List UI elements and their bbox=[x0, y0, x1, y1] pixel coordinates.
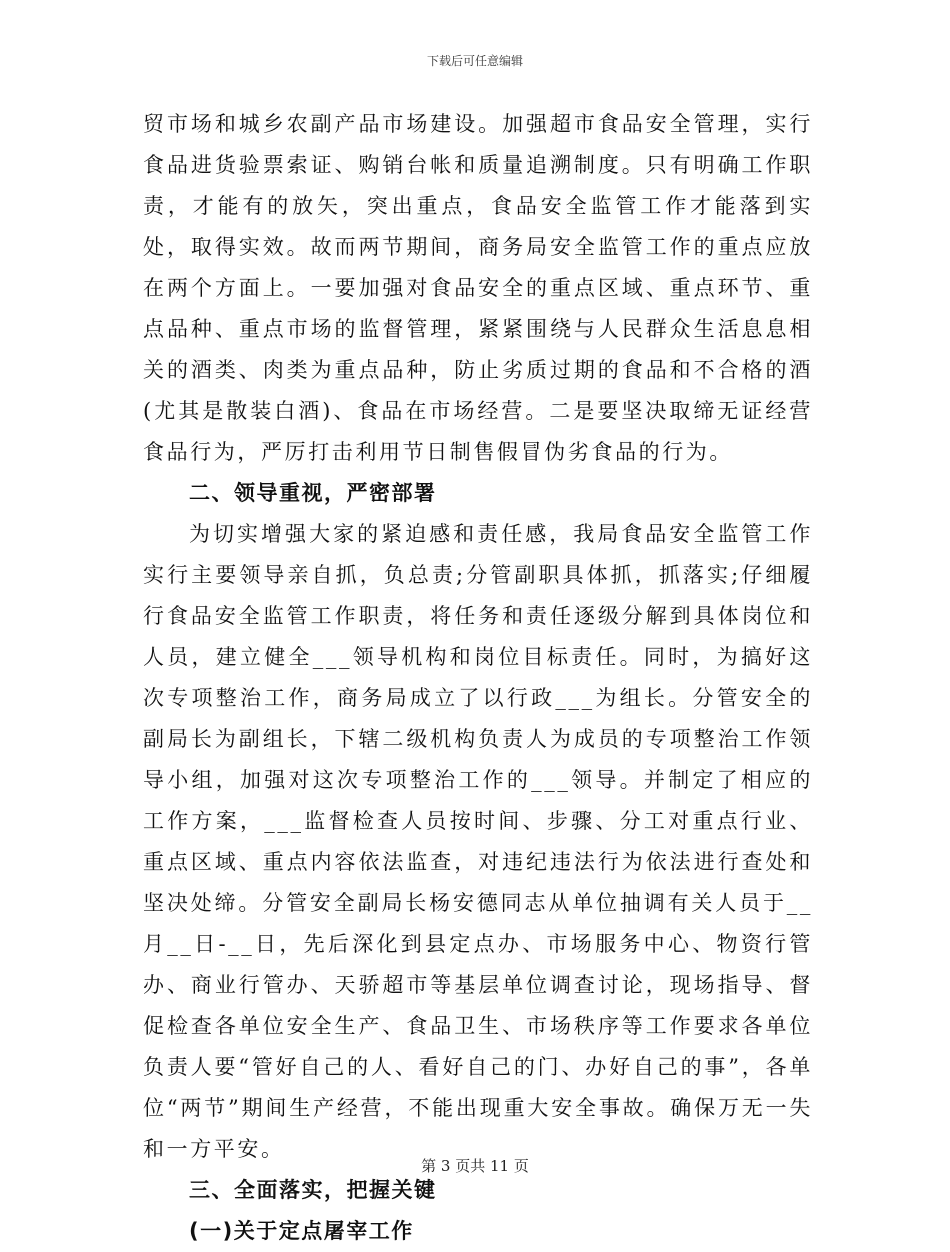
page-header: 下载后可任意编辑 bbox=[426, 54, 523, 68]
document-body bbox=[143, 104, 813, 1252]
section-heading-2: 二、领导重视，严密部署 bbox=[189, 481, 437, 505]
paragraph-continued: 贸市场和城乡农副产品市场建设。加强超市食品安全管理，实行食品进货验票索证、购销台帐和质量追溯制度。只有明确工作职责，才能有的放矢，突出重点，食品安全监管工作才能落到实处，取得实效。故而两节期间，商务局安全监管工作的重点应放在两个方面上。一要加强对食品安全的重点区域、重点环节、重点品种、重点市场的监督管理，紧紧围绕与人民群众生活息息相关的酒类、肉类为重点品种，防止劣质过期的食品和不合格的酒(尤其是散装白酒)、食品在市场经营。二是要坚决取缔无证经营食品行为，严厉打击利用节日制售假冒伪劣食品的行为。 bbox=[143, 112, 813, 464]
page-footer: 第 3 页共 11 页 bbox=[421, 1157, 529, 1175]
subsection-heading-3-1: (一)关于定点屠宰工作 bbox=[189, 1219, 414, 1243]
paragraph-leadership: 为切实增强大家的紧迫感和责任感，我局食品安全监管工作实行主要领导亲自抓，负总责;分管副职具体抓，抓落实;仔细履行食品安全监管工作职责，将任务和责任逐级分解到具体岗位和人员，建立健全___领导机构和岗位目标责任。同时，为搞好这次专项整治工作，商务局成立了以行政___为组长。分管安全的副局长为副组长，下辖二级机构负责人为成员的专项整治工作领导小组，加强对这次专项整治工作的___领导。并制定了相应的工作方案，___监督检查人员按时间、步骤、分工对重点行业、重点区域、重点内容依法监查，对违纪违法行为依法进行查处和坚决处缔。分管安全副局长杨安德同志从单位抽调有关人员于__月__日-__日，先后深化到县定点办、市场服务中心、物资行管办、商业行管办、天骄超市等基层单位调查讨论，现场指导、督促检查各单位安全生产、食品卫生、市场秩序等工作要求各单位负责人要“管好自己的人、看好自己的门、办好自己的事”，各单位“两节”期间生产经营，不能出现重大安全事故。确保万无一失和一方平安。 bbox=[143, 522, 813, 1161]
section-heading-3: 三、全面落实，把握关键 bbox=[189, 1178, 437, 1202]
